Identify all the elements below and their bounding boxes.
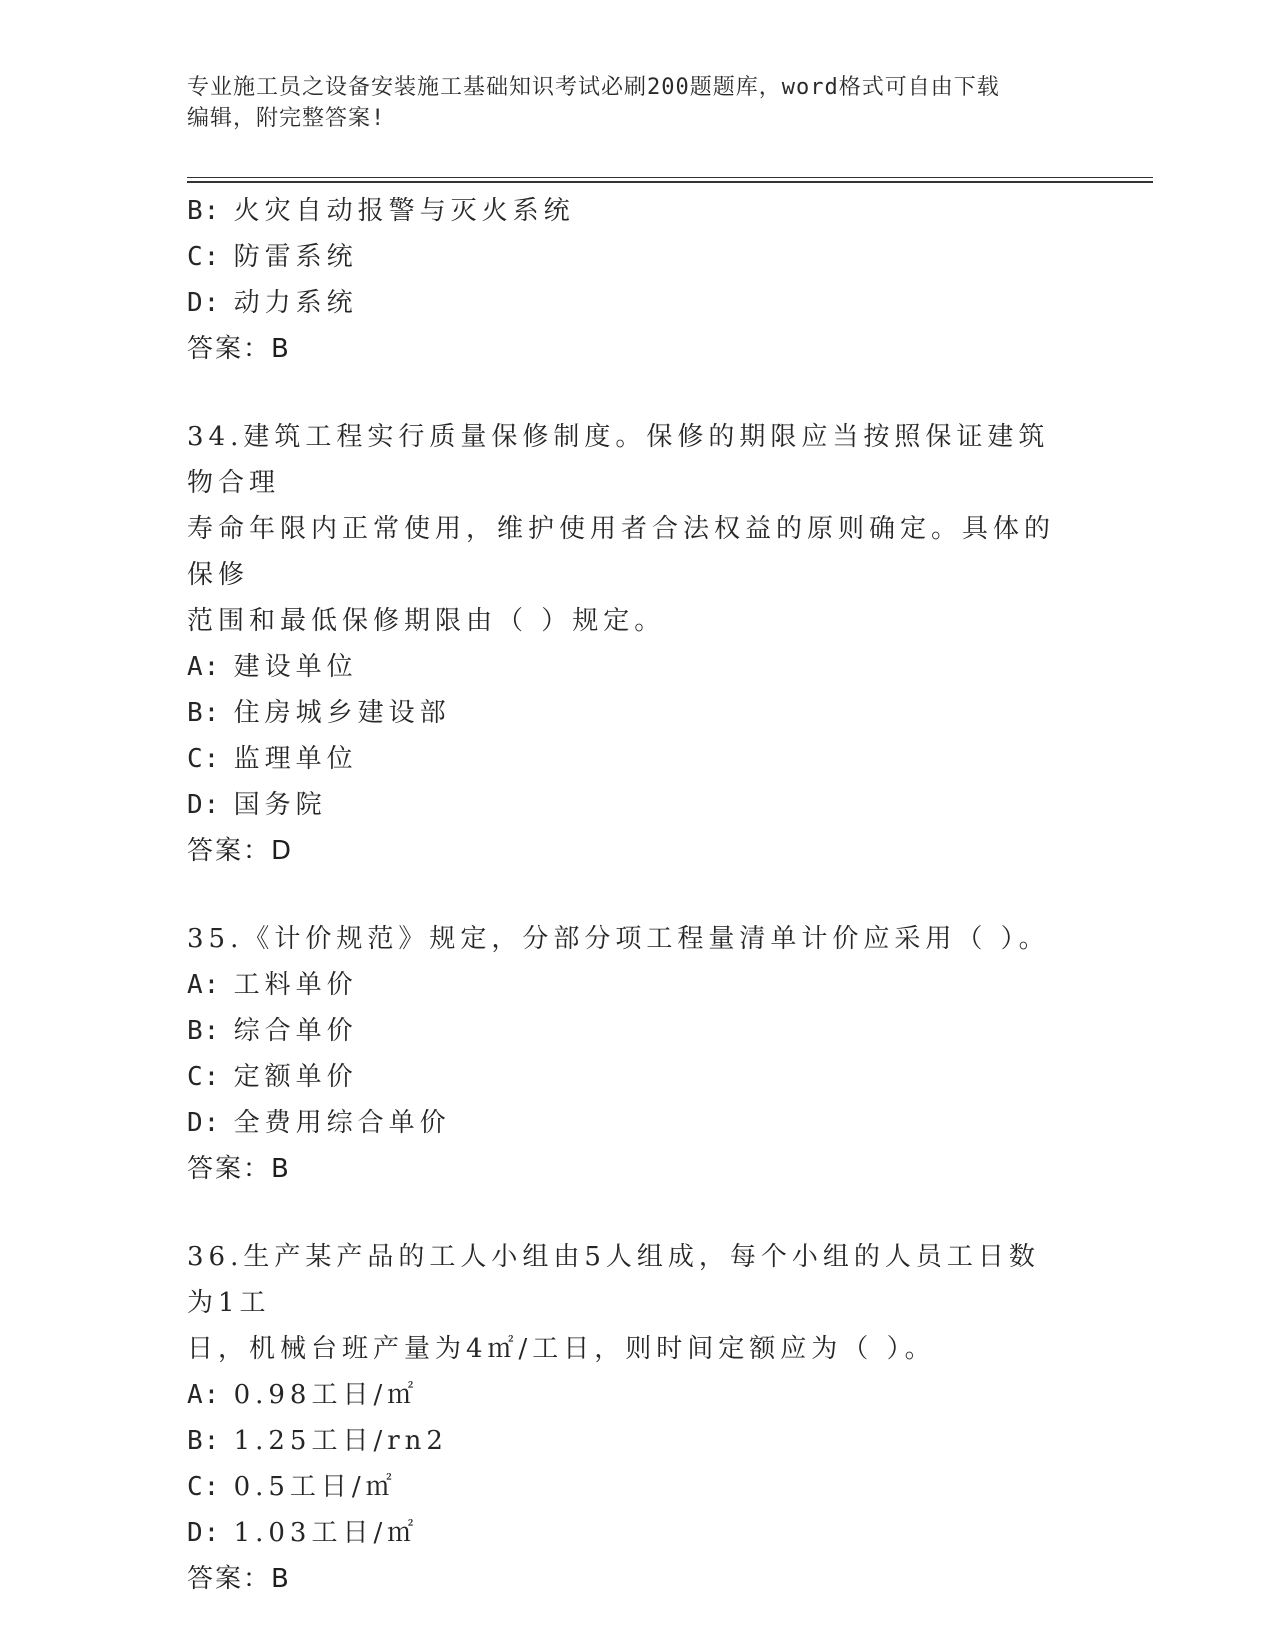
stem-line: 寿命年限内正常使用，维护使用者合法权益的原则确定。具体的保修 bbox=[187, 514, 1056, 590]
question-35 bbox=[187, 916, 1087, 1192]
question-list bbox=[187, 188, 1087, 1602]
option-d: D: 国务院 bbox=[187, 790, 327, 820]
header-divider-bottom bbox=[187, 181, 1153, 183]
option-d: D: 1.03工日/㎡ bbox=[187, 1518, 419, 1548]
stem-line: 日，机械台班产量为4㎡/工日，则时间定额应为（ ）。 bbox=[187, 1334, 936, 1364]
option-a: A: 建设单位 bbox=[187, 652, 358, 682]
option-c: C: 监理单位 bbox=[187, 744, 358, 774]
question-33-continued bbox=[187, 188, 1087, 372]
header-line-2: 编辑，附完整答案! bbox=[187, 106, 386, 131]
option-b: B: 综合单价 bbox=[187, 1016, 358, 1046]
question-stem bbox=[187, 916, 1067, 962]
stem-line: 36.生产某产品的工人小组由5人组成，每个小组的人员工日数为1工 bbox=[187, 1242, 1040, 1318]
question-34 bbox=[187, 414, 1087, 874]
question-36 bbox=[187, 1234, 1087, 1602]
option-b: B: 1.25工日/rn2 bbox=[187, 1426, 448, 1456]
header-divider-top bbox=[187, 177, 1153, 178]
document-header bbox=[187, 72, 1067, 134]
option-a: A: 工料单价 bbox=[187, 970, 358, 1000]
option-a: A: 0.98工日/㎡ bbox=[187, 1380, 419, 1410]
answer-line: 答案：B bbox=[187, 334, 291, 364]
question-stem bbox=[187, 1234, 1067, 1372]
answer-line: 答案：B bbox=[187, 1154, 291, 1184]
option-d: D: 全费用综合单价 bbox=[187, 1108, 451, 1138]
option-b: B: 火灾自动报警与灭火系统 bbox=[187, 196, 575, 226]
header-line-1: 专业施工员之设备安装施工基础知识考试必刷200题题库，word格式可自由下载 bbox=[187, 75, 1000, 100]
option-c: C: 防雷系统 bbox=[187, 242, 358, 272]
stem-line: 34.建筑工程实行质量保修制度。保修的期限应当按照保证建筑物合理 bbox=[187, 422, 1050, 498]
stem-line: 35.《计价规范》规定，分部分项工程量清单计价应采用（ ）。 bbox=[187, 924, 1050, 954]
question-stem bbox=[187, 414, 1067, 644]
stem-line: 范围和最低保修期限由（ ）规定。 bbox=[187, 606, 666, 636]
answer-line: 答案：D bbox=[187, 836, 294, 866]
option-d: D: 动力系统 bbox=[187, 288, 358, 318]
option-b: B: 住房城乡建设部 bbox=[187, 698, 451, 728]
option-c: C: 定额单价 bbox=[187, 1062, 358, 1092]
answer-line: 答案：B bbox=[187, 1564, 291, 1594]
option-c: C: 0.5工日/㎡ bbox=[187, 1472, 397, 1502]
